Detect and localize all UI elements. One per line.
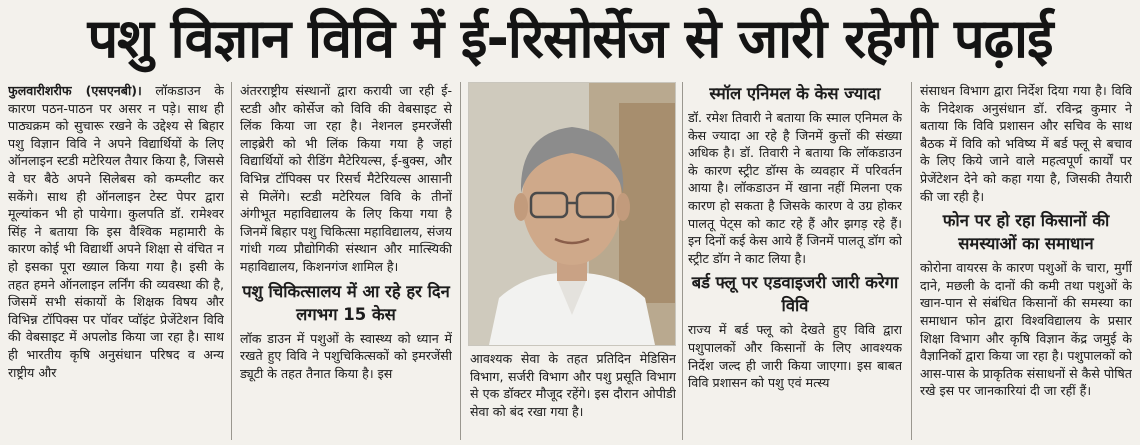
headline: पशु विज्ञान विवि में ई-रिसोर्सेज से जारी रहेगी पढ़ाई (87, 7, 1053, 70)
body-text: कोरोना वायरस के कारण पशुओं के चारा, मुर्गी दाने, मछली के दानों की कमी तथा पशुओं के खान-पान से संबंधित किसानों की समस्या का समाधान फोन द्वारा विश्वविद्यालय के प्रसार शिक्षा विभाग और कृषि विज्ञान केंद्र जमुई के वैज्ञानिकों द्वारा किया जा रहा है। पशुपालकों को आस-पास के प्राकृतिक संसाधनों से कैसे पोषित रखे इस पर जानकारियां दी जा रहीं हैं। (920, 260, 1132, 399)
column-divider (231, 82, 232, 440)
dateline: फुलवारीशरीफ (एसएनबी)। (8, 83, 142, 98)
body-text: अंतरराष्ट्रीय संस्थानों द्वारा करायी जा रही ई-स्टडी और कोर्सेज को विवि की वेबसाइट से लिंक किया जा रहा है। नेशनल इमरजेंसी लाइब्रेरी को भी लिंक किया गया है जहां विद्यार्थियों को रीडिंग मैटेरियल्स, ई-बुक्स, और विभिन्न टॉपिक्स पर रिसर्च मैटेरियल्स आसानी से मिलेंगे। स्टडी मटेरियल विवि के तीनों अंगीभूत महाविद्यालय के लिए किया गया है जिनमें बिहार पशु चिकित्सा महाविद्यालय, संजय गांधी गव्य प्रौद्योगिकी संस्थान और मात्स्यिकी महाविद्यालय, किशनगंज शामिल है। (240, 83, 452, 274)
subheading: स्मॉल एनिमल के केस ज्यादा (709, 84, 881, 103)
article-column-4 (688, 82, 902, 442)
body-text: लॉकडाउन के कारण पठन-पाठन पर असर न पड़े। साथ ही पाठ्यक्रम को सुचारू रखने के उद्देश्य से बिहार पशु विज्ञान विवि ने अपने विद्यार्थियों के लिए ऑनलाइन स्टडी मटेरियल तैयार किया है, जिससे वे घर बैठे अपने सिलेबस को कम्प्लीट कर सकेंगे। साथ ही ऑनलाइन टेस्ट पेपर द्वारा मूल्यांकन भी हो पायेगा। कुलपति डॉ. रामेश्वर सिंह ने बताया कि इस वैश्विक महामारी के कारण कोई भी विद्यार्थी अपने शिक्षा से वंचित न हो इसका पूरा ख्याल किया गया है। इसी के तहत हमने ऑनलाइन लर्निंग की व्यवस्था की है, जिसमें सभी संकायों के शिक्षक विषय और विभिन्न टॉपिक्स पर पॉवर प्वॉइंट प्रेजेंटेशन विवि की वेबसाइट में अपलोड किया जा रहा है। साथ ही भारतीय कृषि अनुसंधान परिषद व अन्य राष्ट्रीय और (8, 83, 224, 380)
subheading: पशु चिकित्सालय में आ रहे हर दिन लगभग 15 केस (242, 281, 450, 324)
body-text: लॉक डाउन में पशुओं के स्वास्थ्य को ध्यान में रखते हुए विवि ने पशुचिकित्सकों को इमरजेंसी ड्यूटी के तहत तैनात किया है। इस (240, 330, 452, 381)
column-divider (682, 82, 683, 440)
body-text: राज्य में बर्ड फ्लू को देखते हुए विवि द्वारा पशुपालकों और किसानों के लिए आवश्यक निर्देश जल्द ही जारी किया जाएगा। इस बाबत विवि प्रशासन को पशु एवं मत्स्य (688, 322, 902, 391)
article-column-2 (240, 82, 452, 442)
photo-caption: आवश्यक सेवा के तहत प्रतिदिन मेडिसिन विभाग, सर्जरी विभाग और पशु प्रसूति विभाग से एक डॉक्टर मौजूद रहेंगे। इस दौरान ओपीडी सेवा को बंद रखा गया है। (470, 351, 676, 419)
portrait-photo (468, 82, 676, 346)
body-text: संसाधन विभाग द्वारा निर्देश दिया गया है। विवि के निदेशक अनुसंधान डॉ. रविन्द्र कुमार ने बताया कि विवि प्रशासन और सचिव के साथ बैठक में विवि को भविष्य में बर्ड फ्लू से बचाव के लिए किये जाने वाले महत्वपूर्ण कार्यों पर प्रेजेंटेशन देने को कहा गया है, जिसकी तैयारी की जा रही है। (920, 83, 1132, 204)
portrait-illustration (469, 83, 675, 345)
article-column-5 (920, 82, 1132, 442)
subheading: बर्ड फ्लू पर एडवाइजरी जारी करेगा विवि (691, 273, 899, 316)
article-column-1 (8, 82, 224, 442)
subheading: फोन पर हो रहा किसानों की समस्याओं का समाधान (942, 211, 1110, 254)
body-text: डॉ. रमेश तिवारी ने बताया कि स्माल एनिमल के केस ज्यादा आ रहे है जिनमें कुत्तों की संख्या अधिक है। डॉ. तिवारी ने बताया कि लॉकडाउन के कारण स्ट्रीट डॉग्स के व्यवहार में परिवर्तन आया है। लॉकडाउन में खाना नहीं मिलना एक कारण हो सकता है जिसके कारण वे उग्र होकर पालतू पेट्स को काट रहे हैं और झगड़ रहे हैं। इन दिनों कई केस आये हैं जिनमें पालतू डॉग को स्ट्रीट डॉग ने काट लिया है। (688, 110, 902, 266)
column-divider (460, 82, 461, 440)
column-divider (911, 82, 912, 440)
